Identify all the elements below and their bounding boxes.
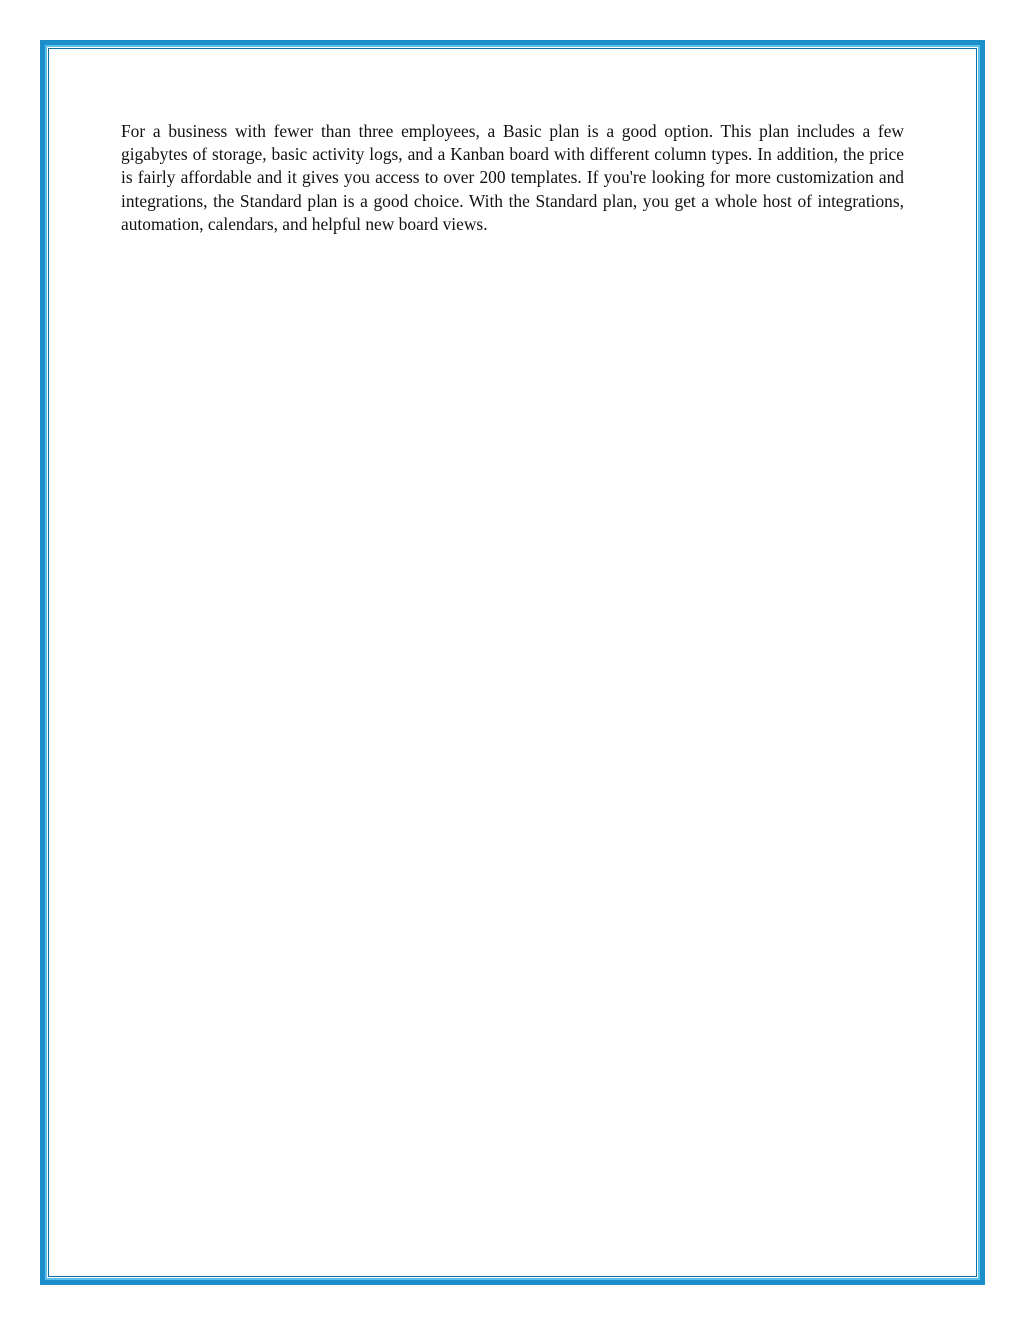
body-paragraph: For a business with fewer than three employees, a Basic plan is a good option. This plan includes a few gigabytes of storage, basic activity logs, and a Kanban board with different column types. In addition, the price is fairly affordable and it gives you access to over 200 templates. If you're looking for more customization and integrations, the Standard plan is a good choice. With the Standard plan, you get a whole host of integrations, automation, calendars, and helpful new board views. bbox=[121, 121, 904, 234]
